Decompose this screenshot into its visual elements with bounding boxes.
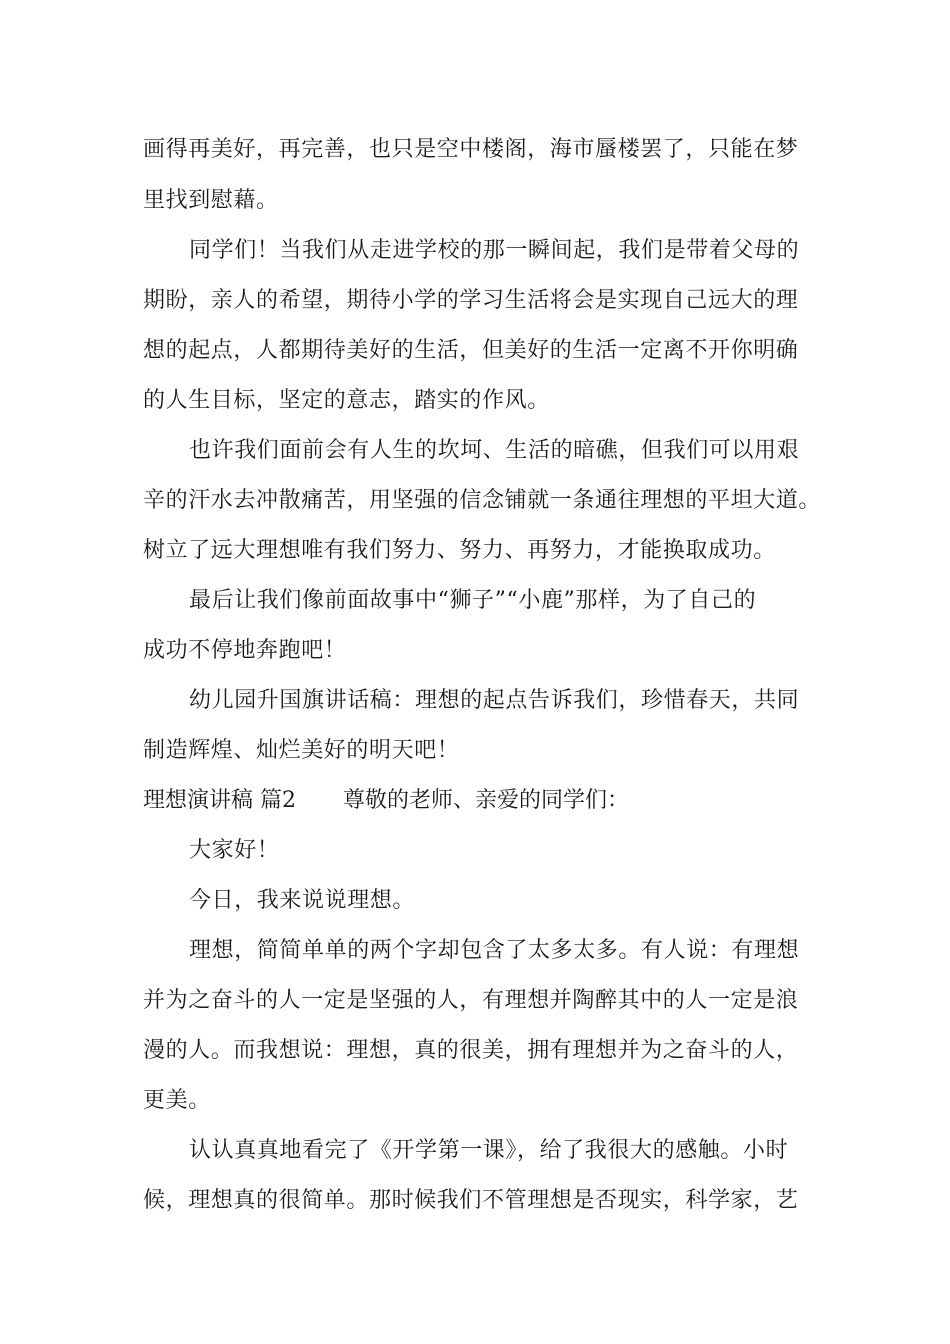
greeting-text: 尊敬的老师、亲爱的同学们： bbox=[343, 788, 630, 813]
text-line: 并为之奋斗的人一定是坚强的人，有理想并陶醉其中的人一定是浪 bbox=[143, 988, 799, 1013]
paragraph-first-line: 认认真真地看完了《开学第一课》，给了我很大的感触。小时 bbox=[189, 1138, 789, 1163]
text-line: 更美。 bbox=[143, 1088, 211, 1113]
section-title: 理想演讲稿 篇2 bbox=[143, 788, 296, 813]
paragraph-first-line: 幼儿园升国旗讲话稿：理想的起点告诉我们，珍惜春天，共同 bbox=[189, 688, 800, 713]
text-line: 期盼，亲人的希望，期待小学的学习生活将会是实现自己远大的理 bbox=[143, 288, 799, 313]
text-line: 的人生目标，坚定的意志，踏实的作风。 bbox=[143, 388, 550, 413]
paragraph-first-line: 也许我们面前会有人生的坎坷、生活的暗礁，但我们可以用艰 bbox=[189, 438, 800, 463]
text-line: 树立了远大理想唯有我们努力、努力、再努力，才能换取成功。 bbox=[143, 538, 776, 563]
text-line: 辛的汗水去冲散痛苦，用坚强的信念铺就一条通往理想的平坦大道。 bbox=[143, 488, 822, 513]
text-line: 画得再美好，再完善，也只是空中楼阁，海市蜃楼罢了，只能在梦 bbox=[143, 137, 799, 162]
text-line: 里找到慰藉。 bbox=[143, 188, 279, 213]
text-line: 成功不停地奔跑吧！ bbox=[143, 638, 347, 663]
text-line: 制造辉煌、灿烂美好的明天吧！ bbox=[143, 738, 460, 763]
paragraph-first-line: 同学们！当我们从走进学校的那一瞬间起，我们是带着父母的 bbox=[189, 238, 800, 263]
text-line: 想的起点，人都期待美好的生活，但美好的生活一定离不开你明确 bbox=[143, 338, 799, 363]
paragraph-first-line: 理想，简简单单的两个字却包含了太多太多。有人说：有理想 bbox=[189, 938, 800, 963]
section-heading-row bbox=[143, 781, 629, 821]
paragraph-first-line: 今日，我来说说理想。 bbox=[189, 888, 416, 913]
paragraph-first-line: 最后让我们像前面故事中“狮子”“小鹿”那样，为了自己的 bbox=[189, 588, 757, 613]
text-line: 漫的人。而我想说：理想，真的很美，拥有理想并为之奋斗的人， bbox=[143, 1038, 799, 1063]
paragraph-first-line: 大家好！ bbox=[189, 838, 280, 863]
text-line: 候，理想真的很简单。那时候我们不管理想是否现实，科学家，艺 bbox=[143, 1188, 799, 1213]
